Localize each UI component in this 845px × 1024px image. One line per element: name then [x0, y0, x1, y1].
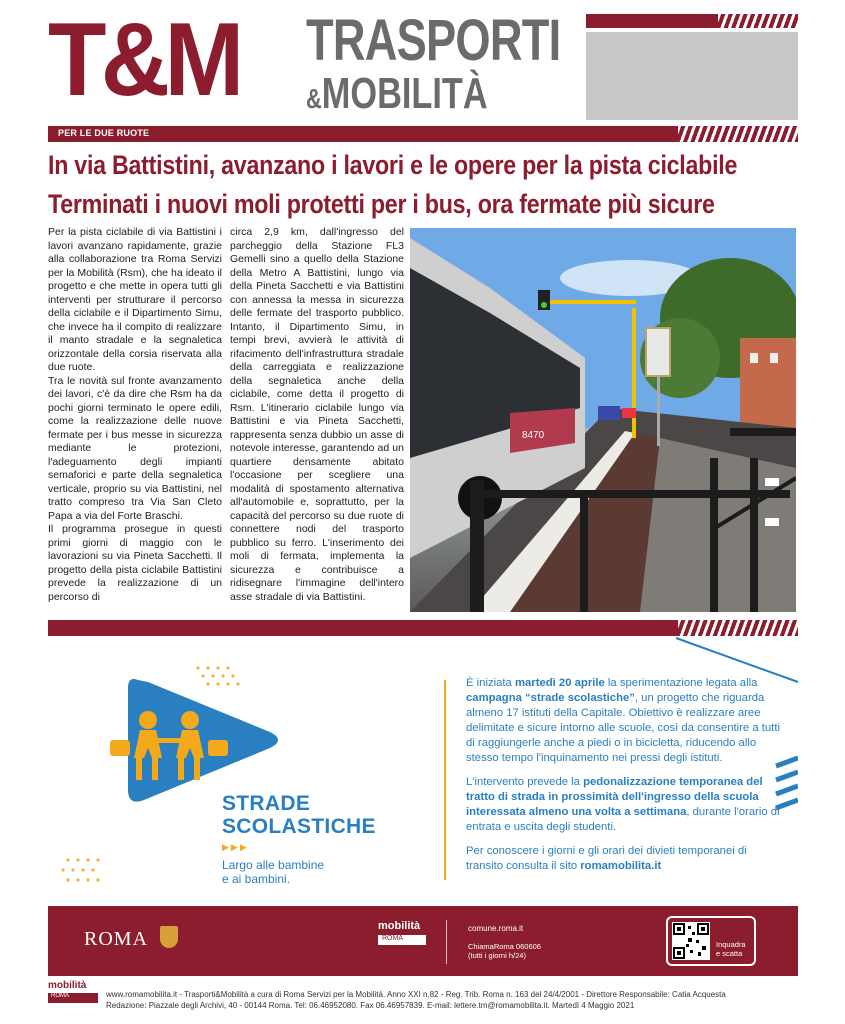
strade-subtitle	[222, 858, 324, 886]
article-paragraph: Il programma prosegue in questi primi giorni di maggio con le lavorazioni su via Pineta Sacchetti. Il progetto della pista ciclabile Battistini prevede la realizzazione di un percorso di	[48, 523, 222, 603]
qr-code-panel[interactable]	[666, 916, 756, 966]
qr-code-icon	[672, 922, 710, 960]
footer-divider	[446, 920, 447, 964]
bus-stop-illustration	[410, 228, 796, 612]
strade-title-line-1: STRADE	[222, 792, 311, 815]
romamobilita-link[interactable]: romamobilita.it	[580, 860, 662, 872]
campaign-text	[466, 676, 781, 883]
masthead-top-bar	[586, 14, 798, 28]
masthead	[0, 0, 845, 140]
article-paragraph: circa 2,9 km, dall'ingresso del parcheggio della Stazione FL3 Gemelli sino a quello della Stazione della Metro A Battistini, lungo via della Pineta Sacchetti e via Battistini con annessa la messa in sicurezza delle fermate del trasporto pubblico. Intanto, il Dipartimento Simu, in tempi brevi, avvierà le attività di rifacimento dell'infrastruttura stradale della carreggiata e realizzazione della segnaletica anche della ciclabile, come detta il progetto di Rsm. L'itinerario ciclabile lungo via Battistini e via Pineta Sacchetti, rappresenta senza dubbio un asse di notevole interesse, garantendo ad un quartiere densamente abitato l'occasione per scegliere una modalità di spostamento alternativa all'automobile e, soprattutto, per la capacità del percorso su due ruote di connettere nodi del trasporto pubblico su ferro. L'inserimento dei moli di fermata, implementa la sicurezza e contribuisce a ridisegnare l'immagine dell'intero asse stradale di via Battistini.	[230, 226, 404, 603]
strade-scolastiche-title	[222, 792, 376, 838]
masthead-grey-box	[586, 32, 798, 120]
arrow-decoration-icon: ▶▶▶	[222, 842, 249, 852]
article-paragraph: Per la pista ciclabile di via Battistini i lavori avanzano rapidamente, grazie alla collaborazione tra Roma Servizi per la Mobilità (Rsm), che ha ideato il progetto e che mette in opera tutti gli interventi per strutturare il percorso della ciclabile e il Dipartimento Simu, che invece ha il compito di realizzare il manto stradale e la segnaletica orizzontale della corsia riservata alla due ruote.	[48, 226, 222, 373]
section-bar	[48, 126, 798, 142]
imprint-line-1: www.romamobilita.it - Trasporti&Mobilità a cura di Roma Servizi per la Mobilità. Anno XXI n.82 - Reg. Trib. Roma n. 163 del 24/4/2001 - Direttore Responsabile: Catia Acquesta	[106, 990, 726, 999]
roma-wordmark: ROMA	[84, 928, 149, 950]
footer-banner	[48, 906, 798, 976]
bus-number-label: 8470	[522, 430, 545, 441]
strade-title-line-2: SCOLASTICHE	[222, 815, 376, 838]
stripe-decoration	[678, 126, 798, 142]
imprint-text	[106, 990, 798, 1011]
stripe-decoration	[678, 620, 798, 636]
bottom-mobilita-logo: mobilità ROMA	[48, 980, 98, 1020]
campaign-divider	[444, 680, 446, 880]
campaign-paragraph-1: È iniziata martedì 20 aprile la sperimentazione legata alla campagna “strade scolastiche”, un progetto che riguarda almeno 17 istituti della Capitale. Obiettivo è realizzare aree delimitate e sicure intorno alle scuole, così da consentire a tutti di raggiungerle anche a piedi o in bicicletta, riducendo allo stesso tempo l'inquinamento nei pressi degli istituti.	[466, 677, 780, 764]
strade-subtitle-line-1: Largo alle bambine	[222, 858, 325, 872]
stripe-decoration	[718, 14, 798, 28]
article-column-2	[230, 226, 404, 604]
masthead-title-trasporti: TRASPORTI	[306, 8, 561, 73]
imprint-line-2: Redazione: Piazzale degli Archivi, 40 - 00144 Roma. Tel: 06.46952080. Fax 06.46957839. E-mail: lettere.tm@romamobilita.it. Martedì 4 Maggio 2021	[106, 1000, 635, 1010]
chiamaroma-info: ChiamaRoma 060606 (tutti i giorni h/24)	[468, 942, 541, 960]
campaign-paragraph-3: Per conoscere i giorni e gli orari dei divieti temporanei di transito consulta il sito romamobilita.it	[466, 845, 747, 872]
masthead-amp: &	[306, 83, 322, 114]
campaign-paragraph-2: L'intervento prevede la pedonalizzazione temporanea del tratto di strada in prossimità dell'ingresso della scuola interessata almeno una volta a settimana, durante l'orario di entrata e uscita degli studenti.	[466, 776, 780, 833]
headline-line-1: In via Battistini, avanzano i lavori e le opere per la pista ciclabile	[48, 150, 738, 180]
article-column-1	[48, 226, 222, 604]
section-label: PER LE DUE RUOTE	[58, 128, 150, 138]
strade-subtitle-line-2: e ai bambini.	[222, 872, 291, 886]
masthead-mobilita-word: MOBILITÀ	[321, 69, 488, 118]
comune-link[interactable]: comune.roma.it	[468, 924, 524, 933]
headline-line-2: Terminati i nuovi moli protetti per i bus, ora fermate più sicure	[48, 189, 715, 219]
masthead-title-mobilita	[306, 69, 488, 118]
bus-stop-photo	[410, 228, 796, 612]
article-paragraph: Tra le novità sul fronte avanzamento dei lavori, c'è da dire che Rsm ha da pochi giorni terminato le opere edili, come la realizzazione delle nuove fermate per i bus messe in sicurezza mediante le protezioni, l'adeguamento degli impianti semaforici e parte della segnaletica verticale, proprio su via Battistini, nel tratto compreso tra Via San Cleto Papa a via del Forte Braschi.	[48, 374, 222, 522]
section-bar-2	[48, 620, 798, 636]
qr-label: Inquadra e scatta	[716, 940, 746, 958]
roma-mobilita-logo: mobilità ROMA	[378, 920, 426, 960]
roma-crest-icon	[160, 926, 178, 948]
tm-logo: T&M	[48, 2, 239, 118]
